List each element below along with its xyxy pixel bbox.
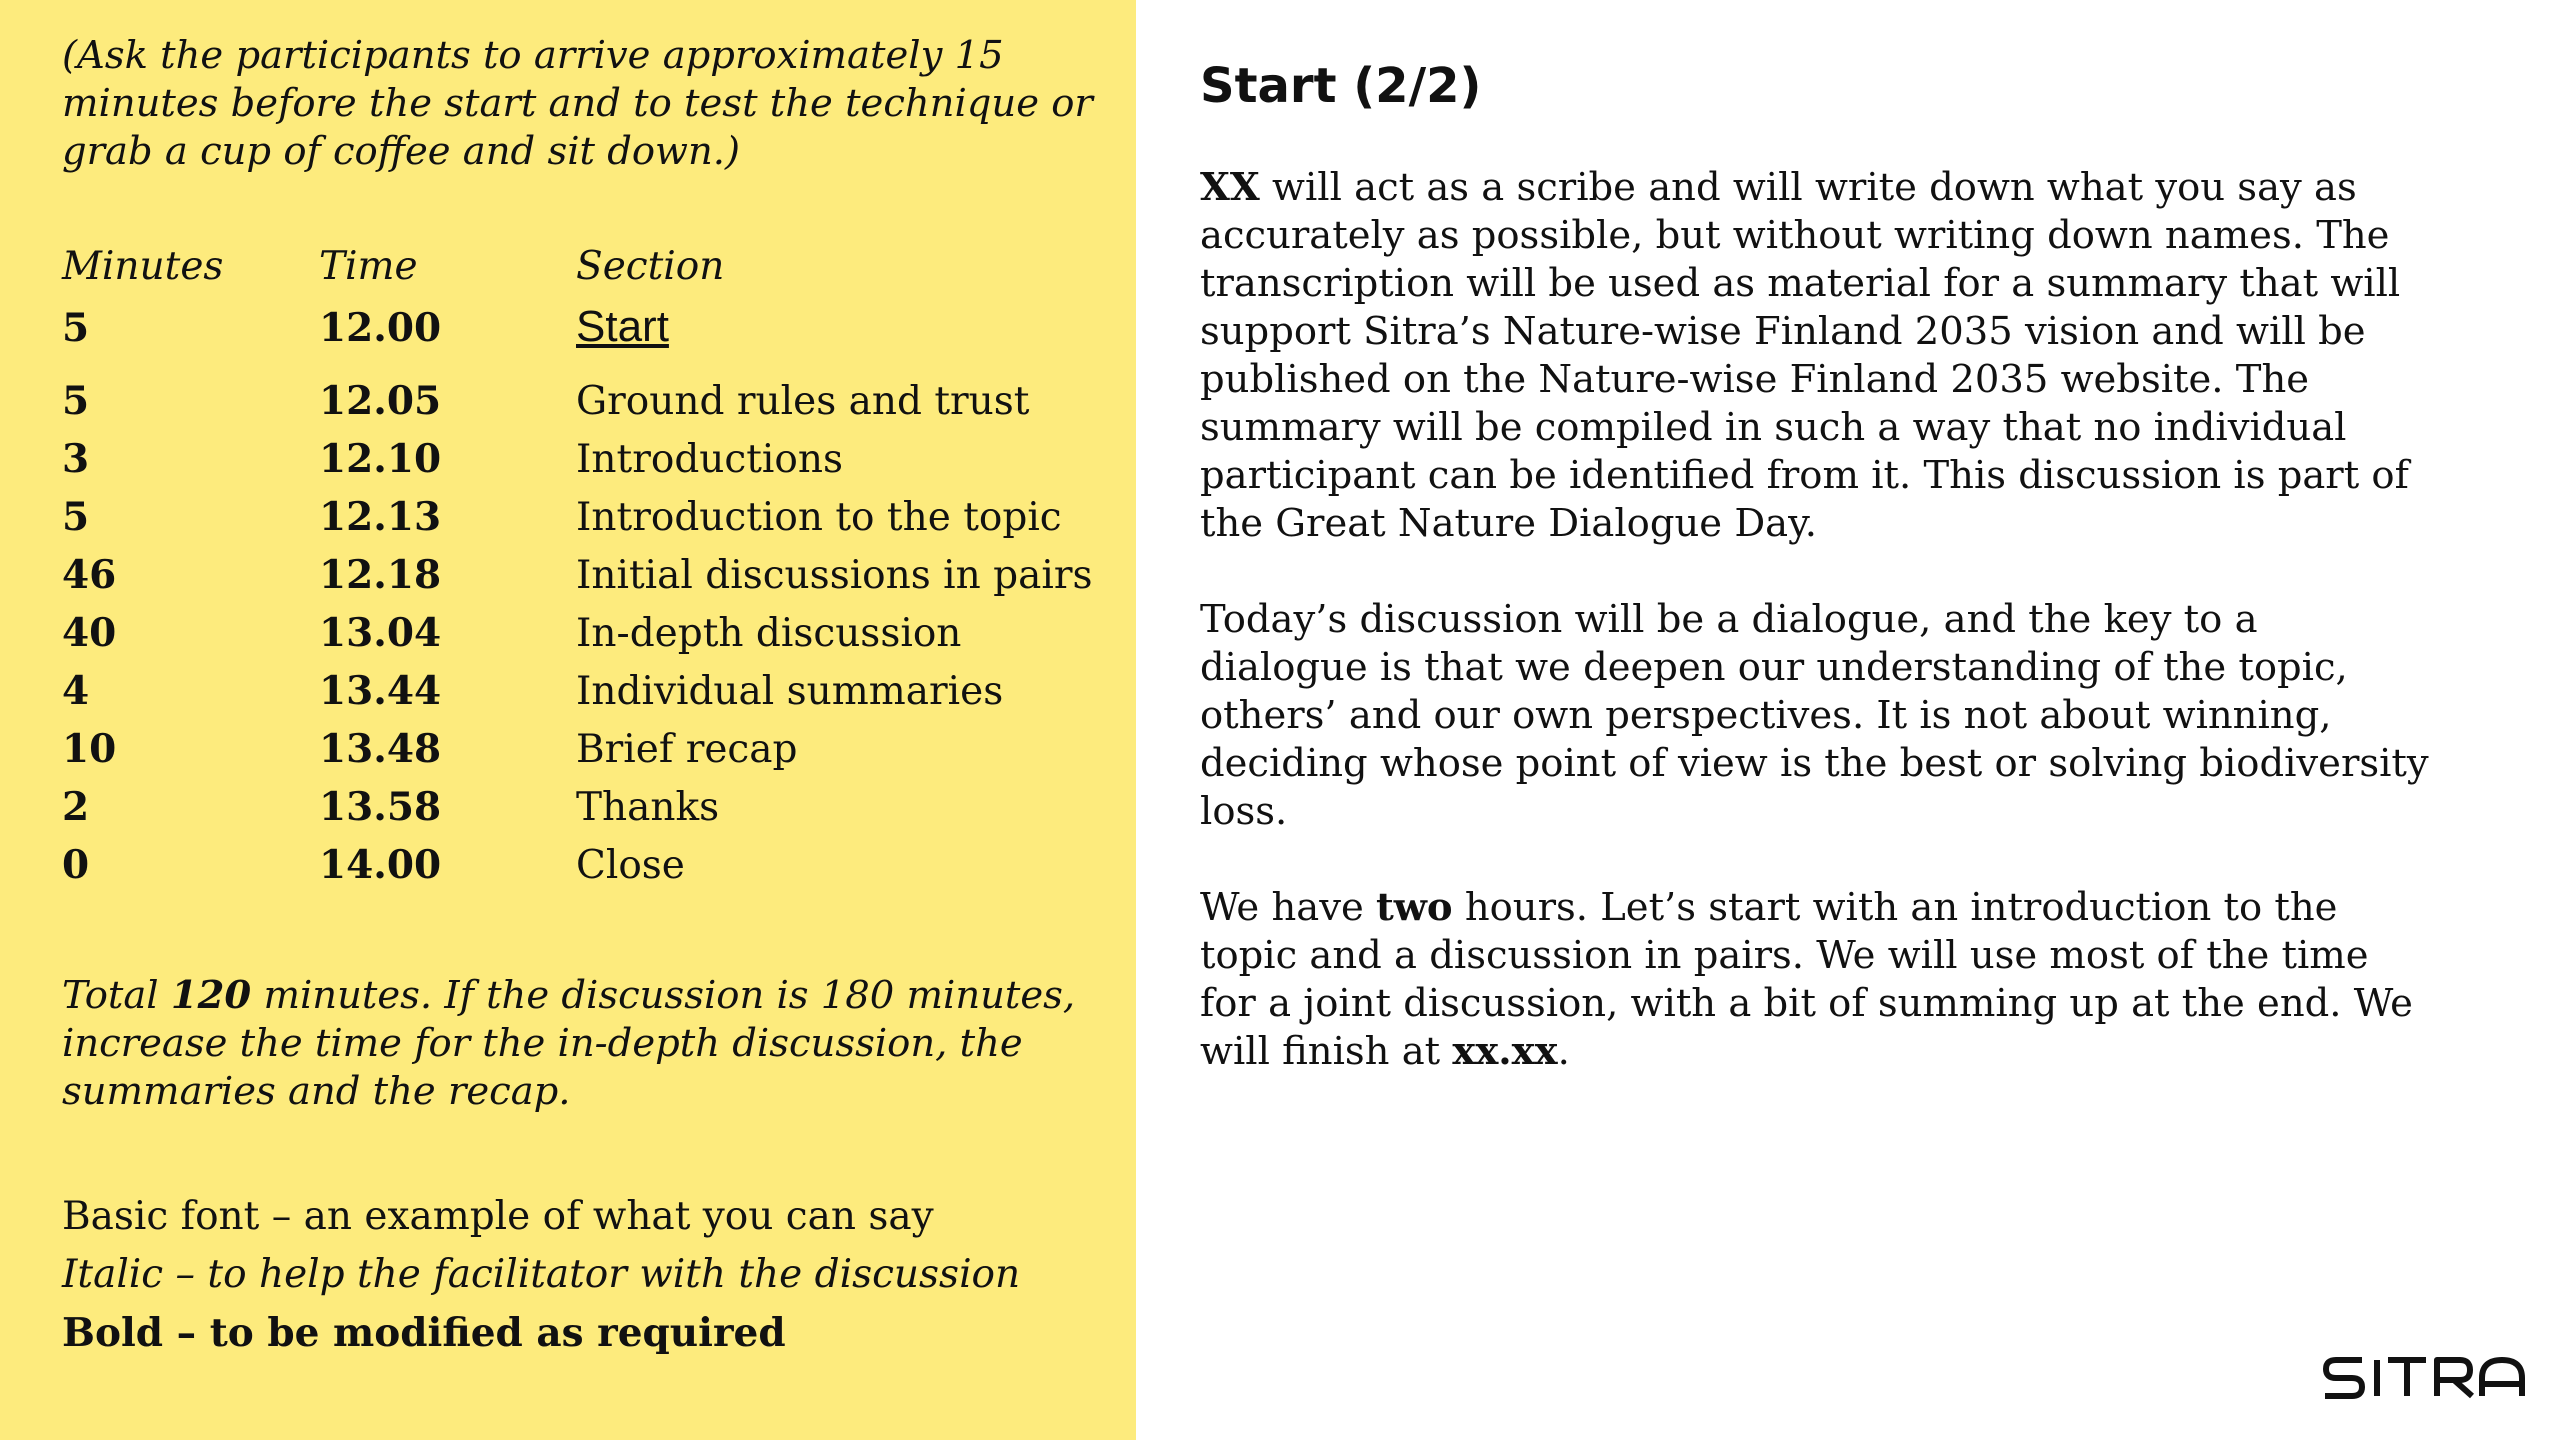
legend-basic: Basic font – an example of what you can say bbox=[62, 1194, 934, 1239]
row-minutes: 46 bbox=[62, 552, 117, 598]
row-section: Close bbox=[576, 843, 685, 888]
row-minutes: 40 bbox=[62, 610, 117, 656]
table-row bbox=[62, 610, 1122, 668]
table-row bbox=[62, 494, 1122, 552]
paragraph-schedule-text-a: We have bbox=[1200, 885, 1376, 930]
row-time: 14.00 bbox=[319, 842, 442, 888]
row-time: 13.58 bbox=[319, 784, 442, 830]
table-row bbox=[62, 552, 1122, 610]
total-prefix: Total bbox=[62, 973, 171, 1018]
row-minutes: 0 bbox=[62, 842, 90, 888]
font-legend bbox=[62, 1188, 1122, 1362]
row-minutes: 5 bbox=[62, 305, 90, 351]
header-minutes: Minutes bbox=[62, 244, 224, 289]
start-section-link[interactable]: Start bbox=[576, 302, 669, 351]
scribe-placeholder: XX bbox=[1200, 165, 1260, 210]
table-row bbox=[62, 436, 1122, 494]
table-row bbox=[62, 726, 1122, 784]
row-minutes: 5 bbox=[62, 378, 90, 424]
table-row bbox=[62, 784, 1122, 842]
row-time: 13.04 bbox=[319, 610, 442, 656]
row-section: Introductions bbox=[576, 437, 844, 482]
schedule-header-row bbox=[62, 244, 1122, 302]
header-time: Time bbox=[319, 244, 418, 289]
hours-bold: two bbox=[1375, 885, 1453, 930]
legend-bold: Bold – to be modified as required bbox=[62, 1310, 786, 1356]
paragraph-schedule-end: . bbox=[1557, 1029, 1570, 1074]
table-row bbox=[62, 302, 1122, 378]
row-section: In-depth discussion bbox=[576, 611, 962, 656]
row-time: 12.13 bbox=[319, 494, 442, 540]
row-time: 12.00 bbox=[319, 305, 442, 351]
script-body bbox=[1200, 164, 2430, 1124]
row-time: 13.44 bbox=[319, 668, 442, 714]
row-minutes: 2 bbox=[62, 784, 90, 830]
total-note bbox=[62, 972, 1122, 1116]
finish-time-placeholder: xx.xx bbox=[1452, 1029, 1558, 1074]
row-section: Initial discussions in pairs bbox=[576, 553, 1093, 598]
row-time: 12.18 bbox=[319, 552, 442, 598]
row-section: Individual summaries bbox=[576, 669, 1004, 714]
paragraph-schedule-text-b: hours. Let’s start with an introduction to the topic and a discussion in pairs. We will use most of the time for a joint discussion, with a bit of summing up at the end. We will finish at bbox=[1200, 885, 2413, 1074]
intro-note: (Ask the participants to arrive approximately 15 minutes before the start and to test the technique or grab a cup of coffee and sit down.) bbox=[62, 33, 1093, 174]
header-section: Section bbox=[576, 244, 725, 289]
paragraph-scribe bbox=[1200, 164, 2430, 548]
sitra-logo-icon bbox=[2322, 1356, 2532, 1400]
paragraph-scribe-text: will act as a scribe and will write down what you say as accurately as possible, but without writing down names. The transcription will be used as material for a summary that will support Sitra’s Nature-wise Finland 2035 vision and will be published on the Nature-wise Finland 2035 website. The summary will be compiled in such a way that no individual participant can be identified from it. This discussion is part of the Great Nature Dialogue Day. bbox=[1200, 165, 2409, 546]
paragraph-dialogue: Today’s discussion will be a dialogue, and the key to a dialogue is that we deepen our understanding of the topic, others’ and our own perspectives. It is not about winning, deciding whose point of view is the best or solving biodiversity loss. bbox=[1200, 597, 2429, 834]
facilitator-notes-panel bbox=[0, 0, 1136, 1440]
row-minutes: 10 bbox=[62, 726, 117, 772]
row-time: 12.05 bbox=[319, 378, 442, 424]
row-minutes: 3 bbox=[62, 436, 90, 482]
row-section: Thanks bbox=[576, 785, 720, 830]
legend-italic: Italic – to help the facilitator with the discussion bbox=[62, 1252, 1021, 1297]
row-minutes: 5 bbox=[62, 494, 90, 540]
row-section: Ground rules and trust bbox=[576, 379, 1030, 424]
row-minutes: 4 bbox=[62, 668, 90, 714]
table-row bbox=[62, 668, 1122, 726]
paragraph-schedule bbox=[1200, 884, 2430, 1076]
row-time: 13.48 bbox=[319, 726, 442, 772]
row-time: 12.10 bbox=[319, 436, 442, 482]
row-section: Brief recap bbox=[576, 727, 798, 772]
slide-title: Start (2/2) bbox=[1200, 58, 1482, 114]
table-row bbox=[62, 378, 1122, 436]
total-suffix: minutes. If the discussion is 180 minutes, increase the time for the in-depth discussion, the summaries and the recap. bbox=[62, 973, 1076, 1114]
row-section-link[interactable] bbox=[576, 302, 1122, 378]
schedule-table bbox=[62, 244, 1122, 900]
table-row bbox=[62, 842, 1122, 900]
row-section: Introduction to the topic bbox=[576, 495, 1062, 540]
total-minutes: 120 bbox=[170, 973, 252, 1018]
sitra-logo bbox=[2322, 1356, 2532, 1404]
